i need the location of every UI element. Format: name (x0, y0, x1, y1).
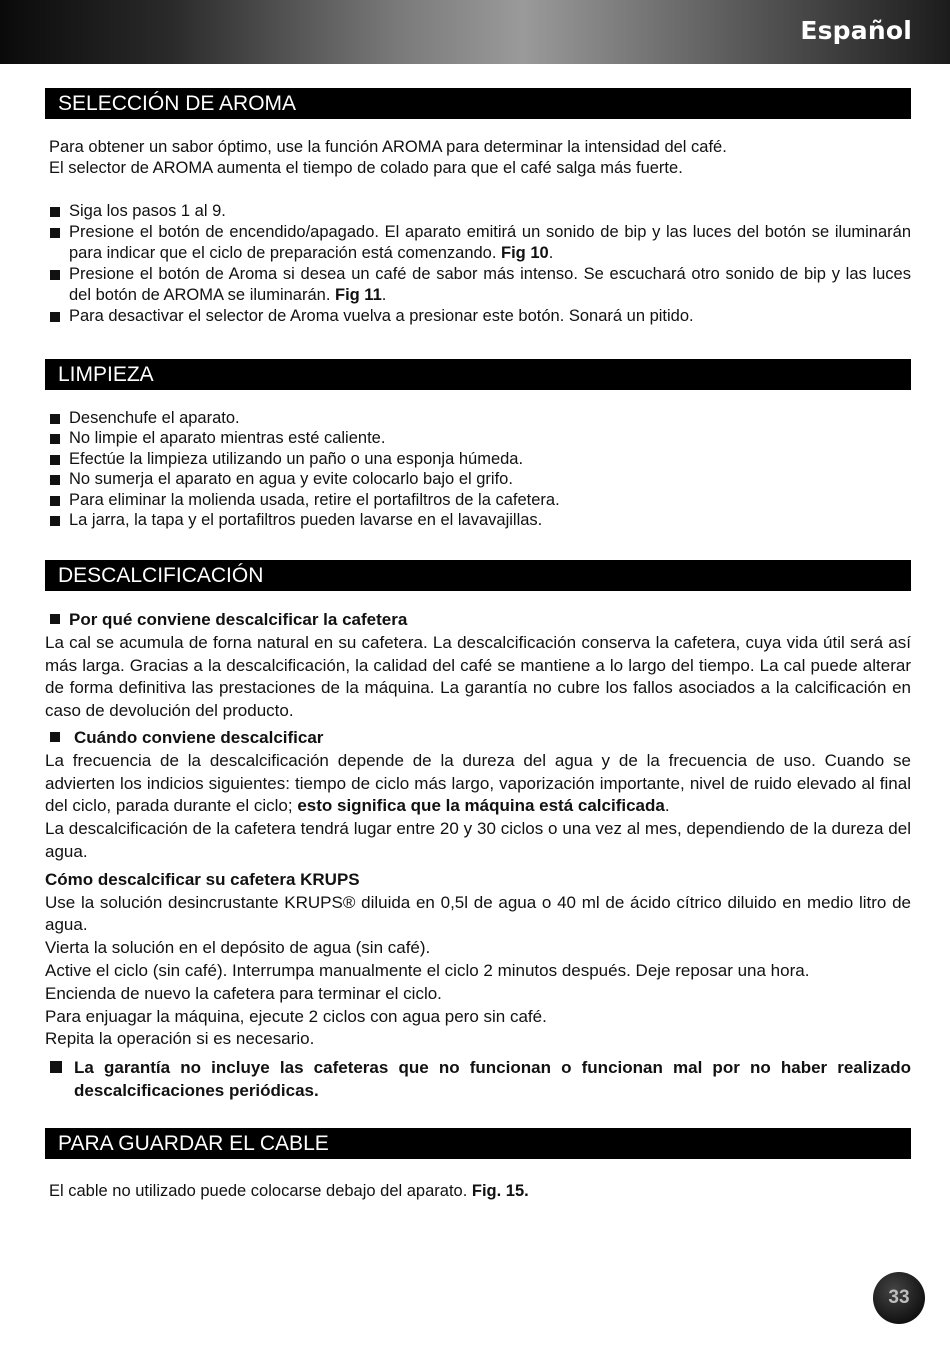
list-item: Para desactivar el selector de Aroma vuelva a presionar este botón. Sonará un pitido. (45, 306, 911, 327)
language-label: Español (800, 16, 912, 45)
paragraph-when-2: La descalcificación de la cafetera tendrá lugar entre 20 y 30 ciclos o una vez al mes, dependiendo de la dureza del agua. (45, 819, 911, 861)
figure-ref: Fig 10 (501, 244, 549, 262)
how-line: Use la solución desincrustante KRUPS® diluida en 0,5l de agua o 40 ml de ácido cítrico diluido en medio litro de agua. (45, 892, 911, 935)
paragraph-why: La cal se acumula de forna natural en su cafetera. La descalcificación conserva la cafetera, cuya vida útil será así más larga. Gracias a la descalcificación, la calidad del café se mantiene a lo largo del tiempo. La cal puede alterar de forma definitiva las prestaciones de la máquina. La garantía no cubre los fallos asociados a la calcificación en caso de devolución del producto. (45, 632, 911, 721)
paragraph-when: La frecuencia de la descalcificación depende de la dureza del agua y de la frecuencia de uso. Cuando se advierten los indicios siguientes: tiempo de ciclo más largo, vaporización importante, nivel de ruido elevado al final del ciclo, parada durante el ciclo; esto significa que la máquina está calcificada. (45, 750, 911, 816)
aroma-intro (49, 137, 911, 179)
section-title-aroma: SELECCIÓN DE AROMA (45, 88, 911, 119)
section-title-descalcificacion: DESCALCIFICACIÓN (45, 560, 911, 591)
section-title-cable: PARA GUARDAR EL CABLE (45, 1128, 911, 1159)
calcified-note: esto significa que la máquina está calcificada (297, 796, 665, 816)
cable-text: El cable no utilizado puede colocarse debajo del aparato. Fig. 15. (49, 1182, 529, 1200)
subheading-how: Cómo descalcificar su cafetera KRUPS (45, 869, 360, 889)
subheading-when: Cuándo conviene descalcificar (45, 727, 911, 750)
subheading-why: Por qué conviene descalcificar la cafetera (45, 609, 911, 632)
figure-ref: Fig. 15. (471, 1182, 529, 1200)
list-item: Efectúe la limpieza utilizando un paño o una esponja húmeda. (45, 449, 911, 469)
list-item: La jarra, la tapa y el portafiltros pueden lavarse en el lavavajillas. (45, 510, 911, 530)
limpieza-list (45, 408, 911, 530)
list-item: No sumerja el aparato en agua y evite colocarlo bajo el grifo. (45, 469, 911, 489)
header-bar (0, 0, 950, 64)
how-line: Active el ciclo (sin café). Interrumpa manualmente el ciclo 2 minutos después. Deje reposar una hora. (45, 960, 810, 980)
figure-ref: Fig 11 (334, 286, 382, 304)
descalcificacion-body (45, 609, 911, 1119)
list-item: Siga los pasos 1 al 9. (45, 201, 911, 222)
how-line: Vierta la solución en el depósito de agua (sin café). (45, 938, 431, 958)
page-number-badge: 33 (873, 1272, 925, 1324)
aroma-intro-line: Para obtener un sabor óptimo, use la función AROMA para determinar la intensidad del café. (49, 138, 727, 156)
aroma-steps (45, 201, 911, 327)
list-item: Presione el botón de encendido/apagado. El aparato emitirá un sonido de bip y las luces del botón se iluminarán para indicar que el ciclo de preparación está comenzando. Fig 10. (45, 222, 911, 264)
how-line: Encienda de nuevo la cafetera para terminar el ciclo. (45, 983, 442, 1003)
list-item: Para eliminar la molienda usada, retire el portafiltros de la cafetera. (45, 490, 911, 510)
list-item: No limpie el aparato mientras esté caliente. (45, 428, 911, 448)
list-item: Presione el botón de Aroma si desea un café de sabor más intenso. Se escuchará otro sonido de bip y las luces del botón de AROMA se iluminarán. Fig 11. (45, 264, 911, 306)
section-title-limpieza: LIMPIEZA (45, 359, 911, 390)
how-line: Para enjuagar la máquina, ejecute 2 ciclos con agua pero sin café. (45, 1006, 547, 1026)
list-item: Desenchufe el aparato. (45, 408, 911, 428)
how-line: Repita la operación si es necesario. (45, 1029, 315, 1049)
aroma-intro-line: El selector de AROMA aumenta el tiempo de colado para que el café salga más fuerte. (49, 159, 683, 177)
warranty-warning: La garantía no incluye las cafeteras que no funcionan o funcionan mal por no haber realizado descalcificaciones periódicas. (45, 1056, 911, 1102)
